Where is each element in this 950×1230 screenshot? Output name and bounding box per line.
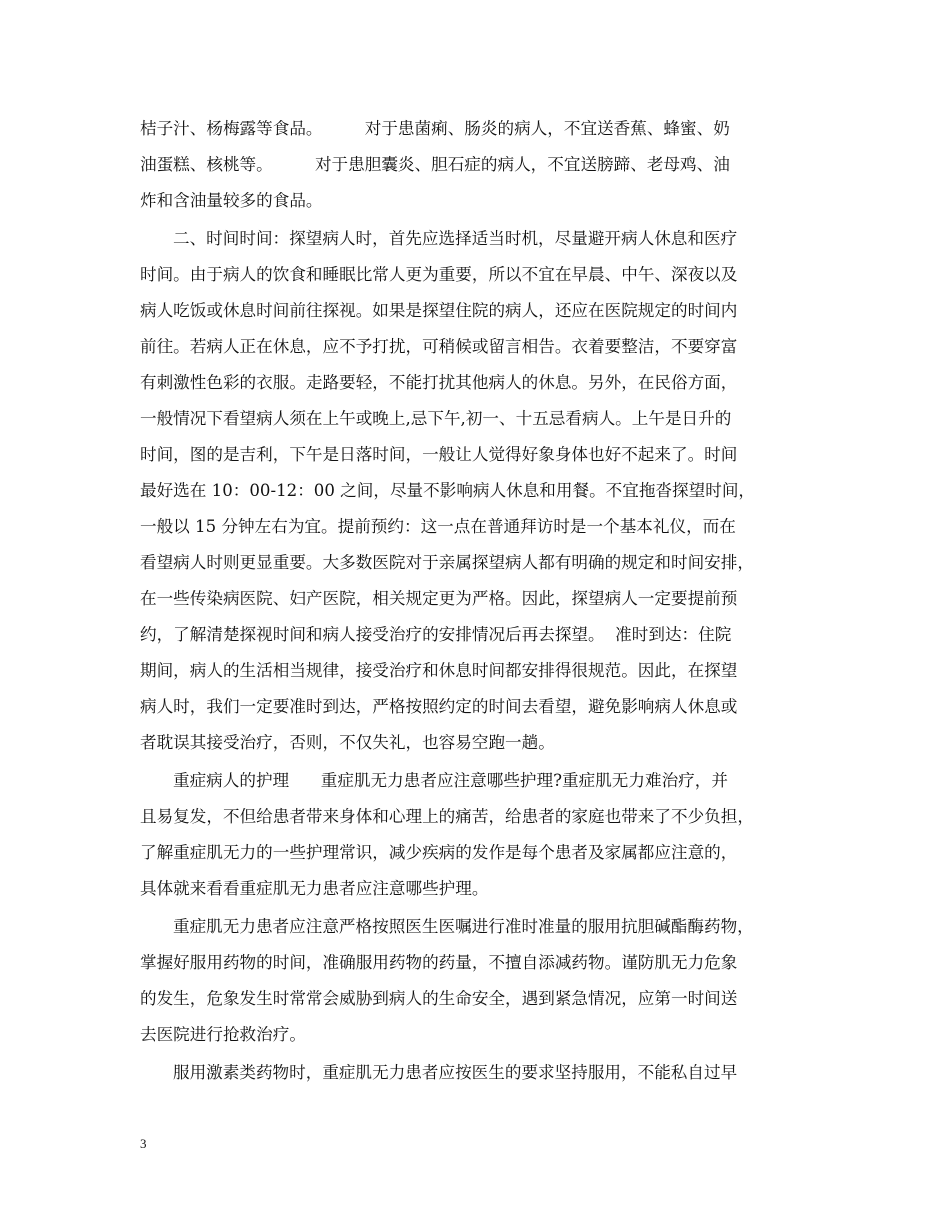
- text-line: 有刺激性色彩的衣服。走路要轻，不能打扰其他病人的休息。另外，在民俗方面，: [140, 373, 738, 392]
- text-line: 前往。若病人正在休息，应不予打扰，可稍候或留言相告。衣着要整洁，不要穿富: [140, 337, 738, 356]
- text-line: 油蛋糕、核桃等。 对于患胆囊炎、胆石症的病人，不宜送膀蹄、老母鸡、油: [140, 155, 730, 174]
- text-line: 病人吃饭或休息时间前往探视。如果是探望住院的病人，还应在医院规定的时间内: [140, 301, 738, 320]
- text-line: 时间，图的是吉利，下午是日落时间，一般让人觉得好象身体也好不起来了。时间: [140, 445, 738, 464]
- text-line: 炸和含油量较多的食品。: [140, 191, 323, 210]
- text-line: 一般情况下看望病人须在上午或晚上,忌下午,初一、十五忌看病人。上午是日升的: [140, 409, 732, 428]
- text-line: 者耽误其接受治疗，否则，不仅失礼，也容易空跑一趟。: [140, 733, 555, 752]
- text-line: 的发生，危象发生时常常会威胁到病人的生命安全，遇到紧急情况，应第一时间送: [140, 989, 738, 1008]
- text-line: 约，了解清楚探视时间和病人接受治疗的安排情况后再去探望。 准时到达：住院: [140, 625, 732, 644]
- text-line: 期间，病人的生活相当规律，接受治疗和休息时间都安排得很规范。因此，在探望: [140, 661, 738, 680]
- text-line: 且易复发，不但给患者带来身体和心理上的痛苦，给患者的家庭也带来了不少负担，: [140, 807, 754, 826]
- text-line: 重症病人的护理 重症肌无力患者应注意哪些护理?重症肌无力难治疗，并: [173, 771, 728, 790]
- text-line: 去医院进行抢救治疗。: [140, 1025, 306, 1044]
- text-line: 时间。由于病人的饮食和睡眠比常人更为重要，所以不宜在早晨、中午、深夜以及: [140, 265, 738, 284]
- text-line: 掌握好服用药物的时间，准确服用药物的药量，不擅自添减药物。谨防肌无力危象: [140, 953, 738, 972]
- text-line: 具体就来看看重症肌无力患者应注意哪些护理。: [140, 879, 489, 898]
- text-line: 了解重症肌无力的一些护理常识，减少疾病的发作是每个患者及家属都应注意的，: [140, 843, 738, 862]
- text-line: 看望病人时则更显重要。大多数医院对于亲属探望病人都有明确的规定和时间安排，: [140, 553, 754, 572]
- text-line: 桔子汁、杨梅露等食品。 对于患菌痢、肠炎的病人，不宜送香蕉、蜂蜜、奶: [140, 119, 730, 138]
- text-line: 病人时，我们一定要准时到达，严格按照约定的时间去看望，避免影响病人休息或: [140, 697, 738, 716]
- text-line: 在一些传染病医院、妇产医院，相关规定更为严格。因此，探望病人一定要提前预: [140, 589, 738, 608]
- page-number: 3: [140, 1136, 147, 1151]
- text-line: 重症肌无力患者应注意严格按照医生医嘱进行准时准量的服用抗胆碱酯酶药物，: [173, 917, 754, 936]
- text-line: 最好选在 10：00-12：00 之间，尽量不影响病人休息和用餐。不宜拖沓探望时间，: [140, 481, 756, 500]
- text-line: 服用激素类药物时，重症肌无力患者应按医生的要求坚持服用，不能私自过早: [173, 1063, 738, 1082]
- text-line: 二、时间时间：探望病人时，首先应选择适当时机，尽量避开病人休息和医疗: [173, 229, 738, 248]
- text-line: 一般以 15 分钟左右为宜。提前预约：这一点在普通拜访时是一个基本礼仪，而在: [140, 517, 736, 536]
